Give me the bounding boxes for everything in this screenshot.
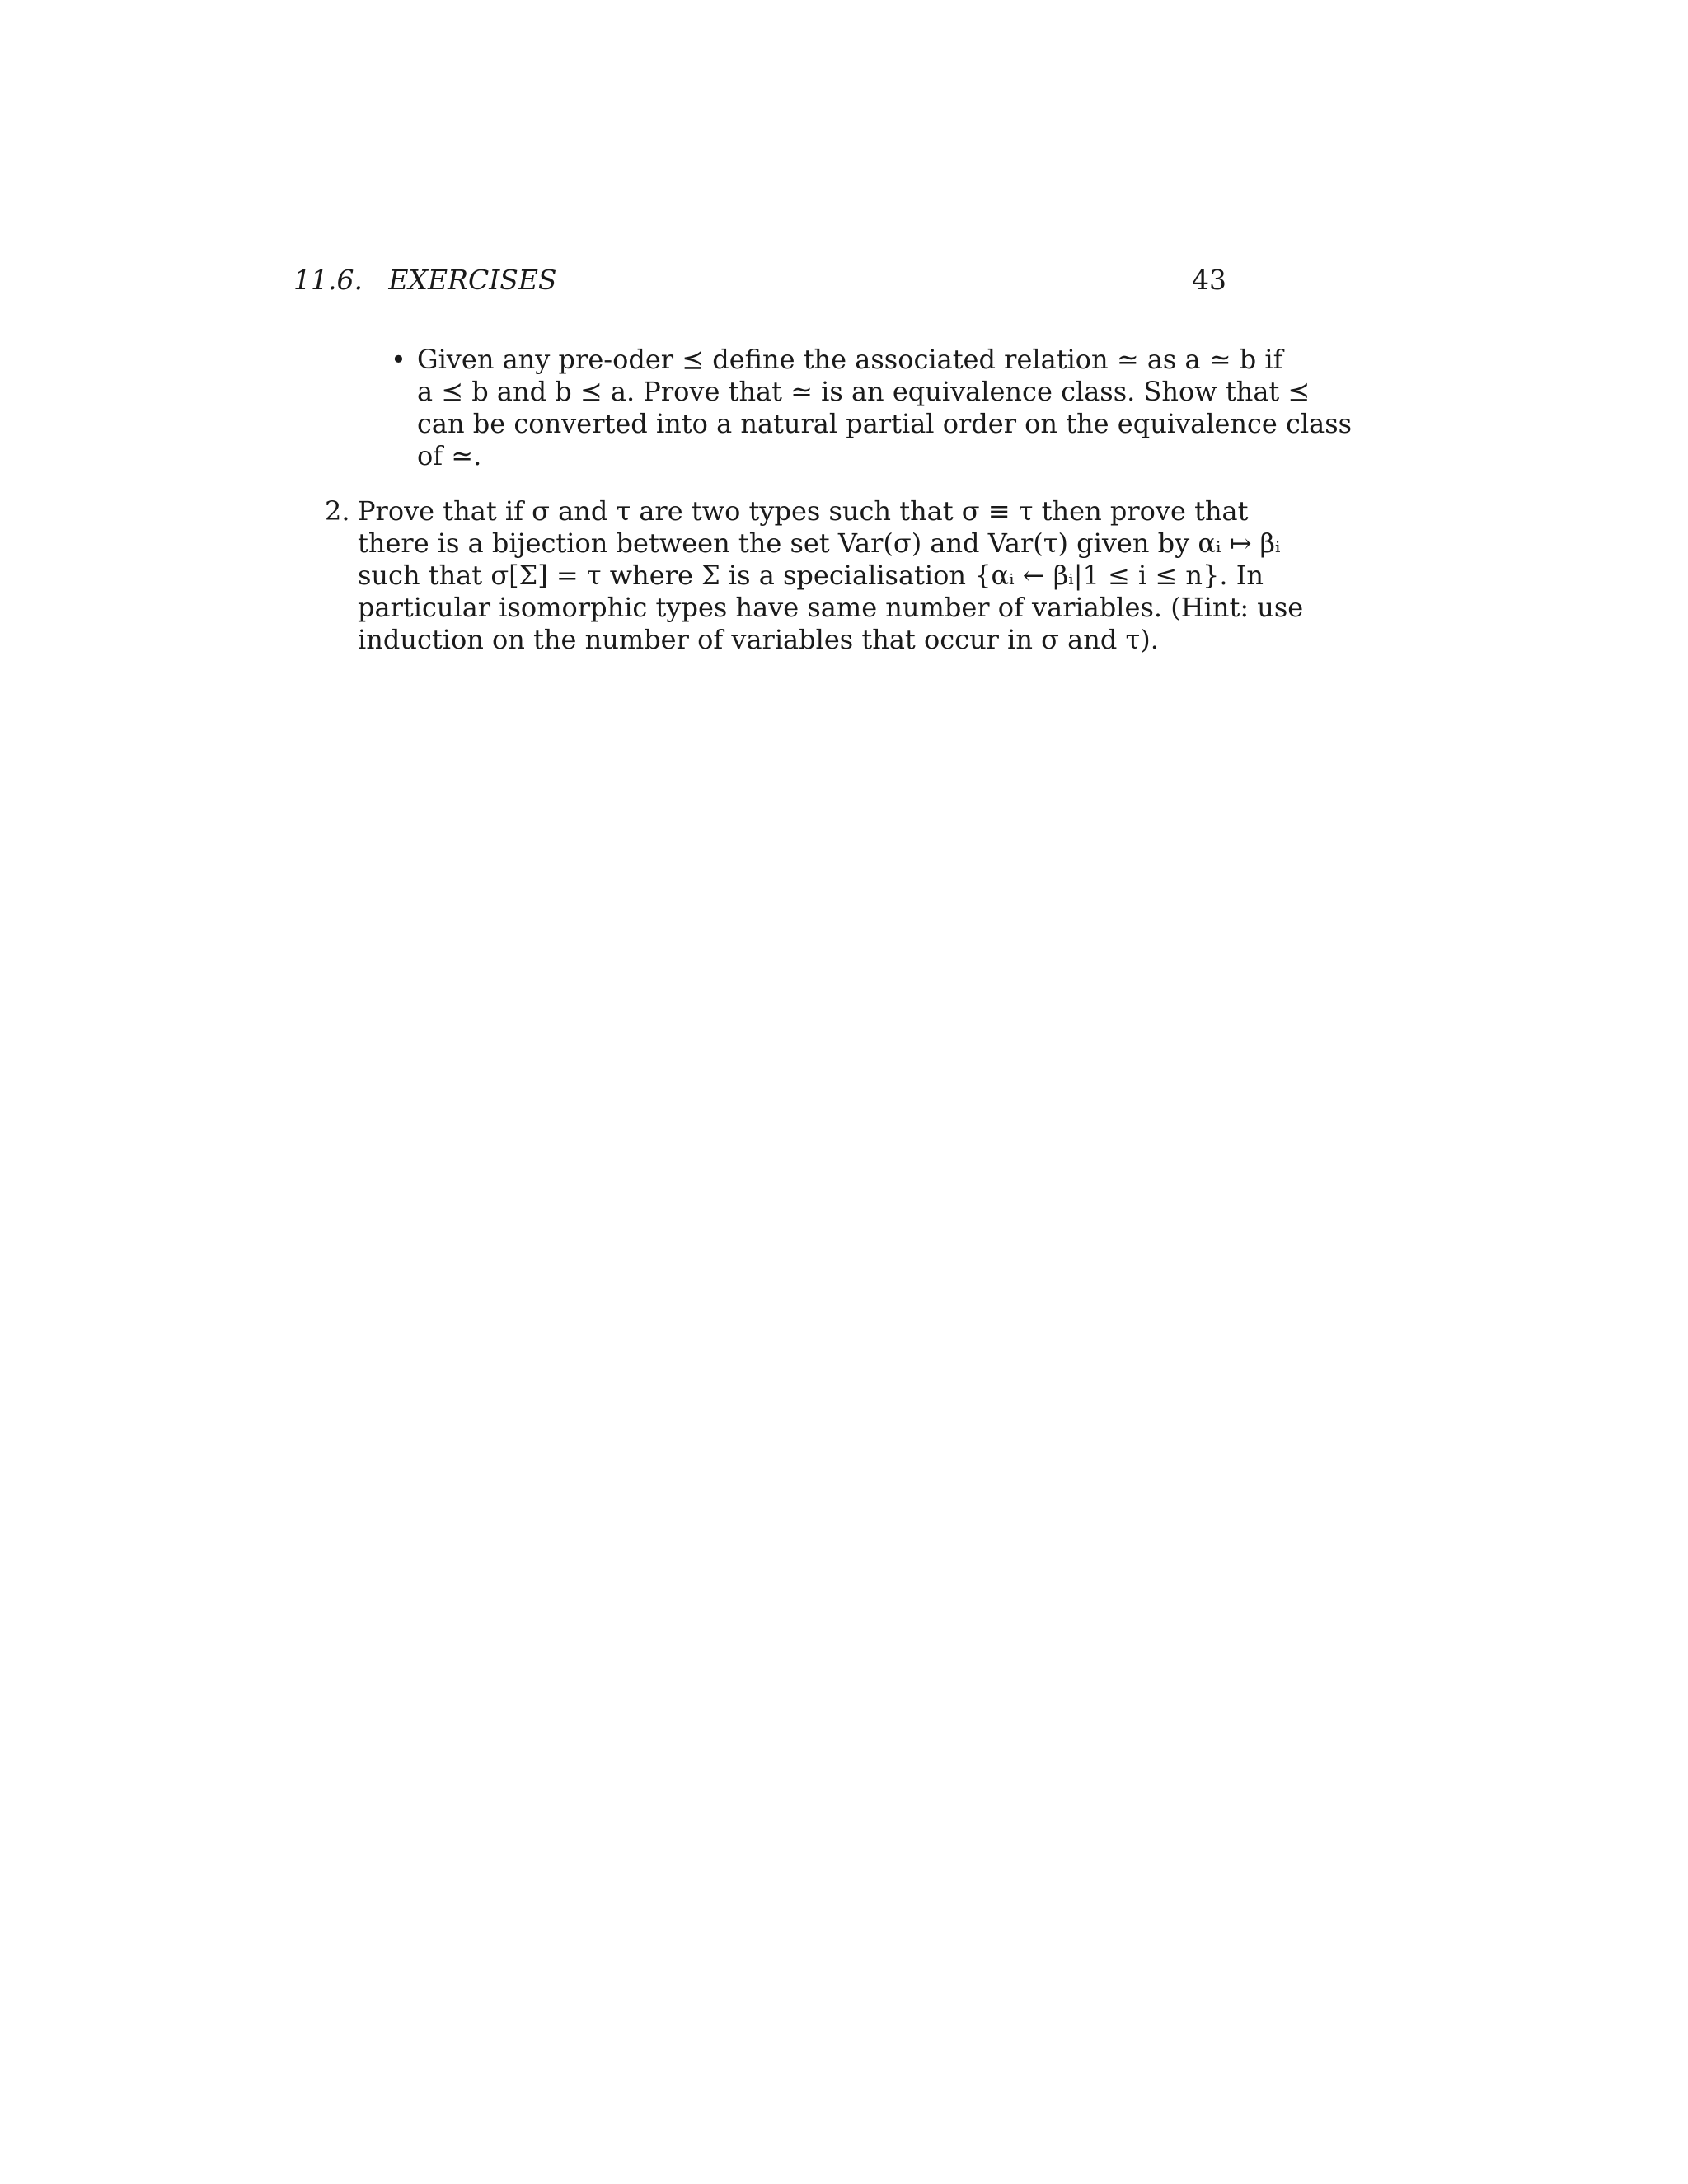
bullet-line-2: a ⪯ b and b ⪯ a. Prove that ≃ is an equivalence class. Show that ⪯ xyxy=(417,376,1311,407)
exercise-line-3: such that σ[Σ] = τ where Σ is a specialisation {αᵢ ← βᵢ|1 ≤ i ≤ n}. In xyxy=(358,560,1264,591)
exercise-line-1: Prove that if σ and τ are two types such that σ ≡ τ then prove that xyxy=(358,495,1249,527)
bullet-line-4: of ≃. xyxy=(417,440,482,471)
exercise-line-4: particular isomorphic types have same number of variables. (Hint: use xyxy=(358,592,1304,623)
bullet-line-3: can be converted into a natural partial order on the equivalence class xyxy=(417,408,1353,439)
bullet-marker: • xyxy=(391,344,406,375)
exercise-line-2: there is a bijection between the set Var(σ) and Var(τ) given by αᵢ ↦ βᵢ xyxy=(358,527,1281,559)
section-title: 11.6. EXERCISES xyxy=(293,264,557,296)
exercise-line-5: induction on the number of variables that occur in σ and τ). xyxy=(358,624,1159,655)
bullet-line-1: Given any pre-oder ⪯ define the associated relation ≃ as a ≃ b if xyxy=(417,344,1283,375)
running-head xyxy=(293,262,1226,298)
page-number: 43 xyxy=(1192,264,1226,296)
exercise-number: 2. xyxy=(325,495,350,527)
